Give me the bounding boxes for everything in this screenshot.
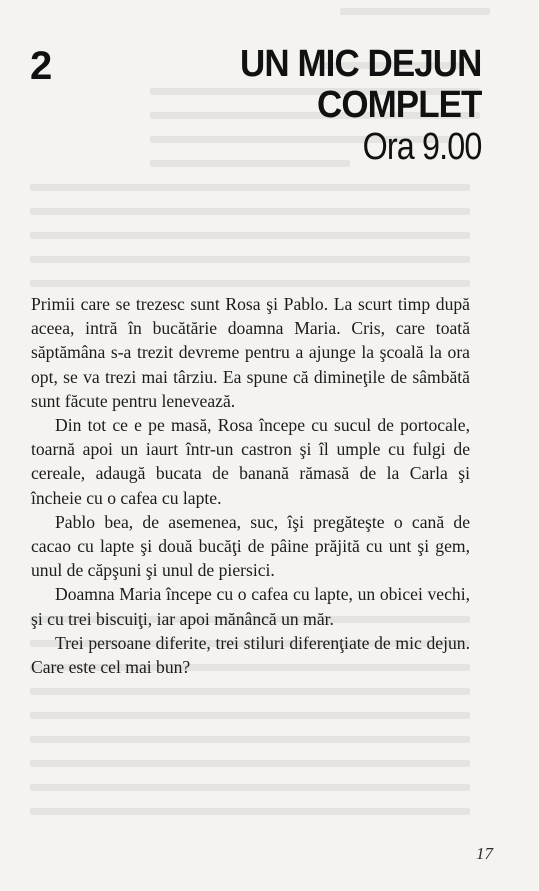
- paragraph: Doamna Maria începe cu o cafea cu lapte, un obicei vechi, şi cu trei biscuiţi, iar apoi mănâncă un măr.: [31, 584, 470, 629]
- paragraph: Primii care se trezesc sunt Rosa şi Pablo. La scurt timp după aceea, intră în bucătărie doamna Maria. Cris, care toată săptămâna s-a trezit devreme pentru a ajunge la şcoală la ora opt, se va trezi mai târziu. Ea spune că dimineţile de sâmbătă sunt făcute pentru lenevează.: [31, 294, 470, 411]
- chapter-number: 2: [30, 44, 53, 88]
- paragraph: Pablo bea, de asemenea, suc, îşi pregăteşte o cană de cacao cu lapte şi două bucăţi de pâine prăjită cu unt şi gem, unul de căpşuni şi unul de piersici.: [31, 511, 470, 581]
- paragraph: Trei persoane diferite, trei stiluri diferenţiate de mic dejun. Care este cel mai bun?: [31, 632, 470, 678]
- page-number: 17: [476, 844, 493, 863]
- chapter-title-line-2: COMPLET: [316, 84, 481, 126]
- chapter-title: [219, 44, 481, 168]
- paragraph: Din tot ce e pe masă, Rosa începe cu sucul de portocale, toarnă apoi un iaurt într-un castron şi îl umple cu fulgi de cereale, adaugă bucata de banană rămasă de la Carla şi încheie cu o cafea cu lapte.: [31, 415, 470, 508]
- chapter-time: Ora 9.00: [362, 126, 481, 168]
- chapter-title-line-1: UN MIC DEJUN: [239, 43, 481, 85]
- body-text: [31, 292, 470, 679]
